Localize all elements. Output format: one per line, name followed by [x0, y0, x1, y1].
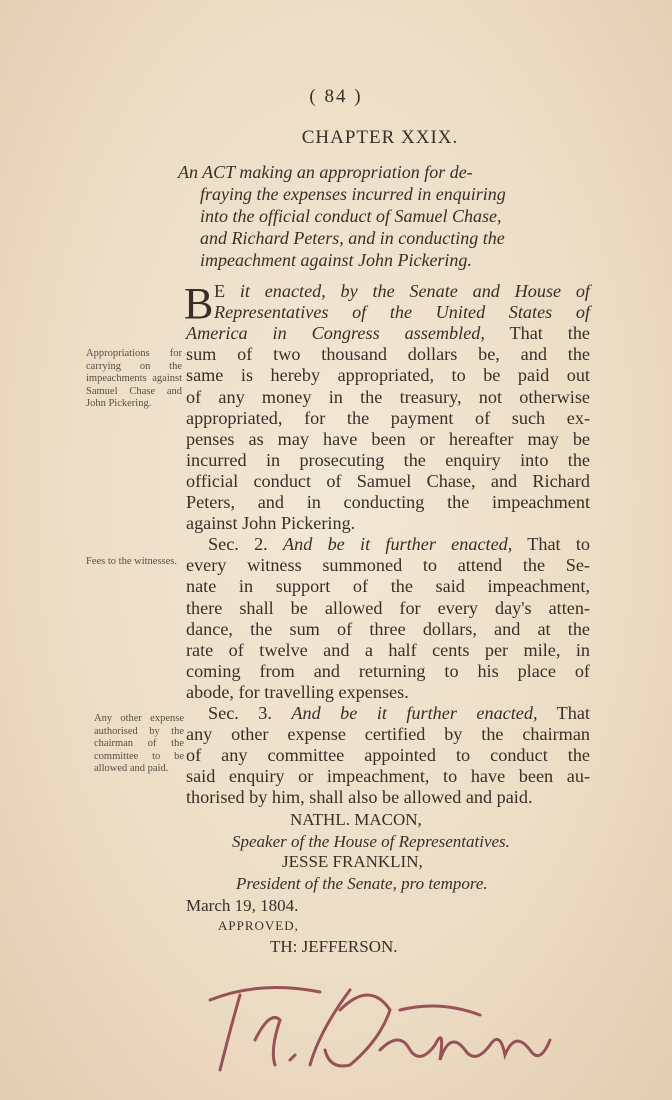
body-line [214, 281, 590, 302]
italic-text: America in Congress assembled, [186, 323, 485, 344]
president-senate-title: President of the Senate, pro tempore. [236, 874, 488, 893]
body-line [186, 682, 590, 703]
handwritten-signature [200, 970, 570, 1080]
text: against John Pickering. [186, 513, 356, 534]
text: thorised by him, shall also be allowed and paid. [186, 787, 533, 808]
president-senate-name: JESSE FRANKLIN, [282, 852, 423, 871]
text: Sec. 2. [208, 534, 283, 555]
text: That to [512, 534, 590, 555]
body-line [186, 766, 590, 787]
speaker-name: NATHL. MACON, [290, 810, 422, 829]
body-line [186, 745, 590, 766]
text: official conduct of Samuel Chase, and Richard [186, 470, 590, 491]
text: of any money in the treasury, not otherwise [186, 386, 590, 407]
body-line [208, 534, 590, 555]
text: every witness summoned to attend the Se- [186, 555, 590, 576]
text: Peters, and in conducting the impeachment [186, 492, 590, 512]
body-line [186, 640, 590, 661]
text: there shall be allowed for every day's atten- [186, 597, 590, 618]
text: said enquiry or impeachment, to have been au- [186, 766, 590, 787]
body-line [186, 408, 590, 429]
body-line [186, 387, 590, 408]
text: E [214, 281, 240, 301]
body-line [186, 619, 590, 640]
text: penses as may have been or hereafter may be [186, 428, 590, 449]
text: incurred in prosecuting the enquiry into the [186, 449, 590, 470]
text: That [537, 703, 590, 723]
text: of any committee appointed to conduct the [186, 745, 590, 766]
page-number: ( 84 ) [309, 86, 363, 107]
margin-note-other-expense: Any other expense authorised by the chairman of the committee to be allowed and paid. [94, 713, 184, 774]
margin-note-fees: Fees to the witnesses. [86, 556, 177, 567]
text: sum of two thousand dollars be, and the [186, 344, 590, 365]
body-line [186, 598, 590, 619]
text: rate of twelve and a half cents per mile, in [186, 639, 590, 660]
italic-text: Representatives of the United States of [214, 302, 590, 323]
italic-text: it enacted, by the Senate and House of [239, 281, 590, 301]
text: nate in support of the said impeachment, [186, 576, 590, 597]
body-line [186, 724, 590, 745]
text: abode, for travelling expenses. [186, 681, 409, 702]
drop-cap: B [184, 279, 214, 328]
approved-label: APPROVED, [218, 918, 299, 933]
approval-date: March 19, 1804. [186, 896, 299, 915]
text: same is hereby appropriated, to be paid out [186, 365, 590, 386]
body-line [208, 703, 590, 724]
body-line [186, 450, 590, 471]
text: Sec. 3. [208, 703, 292, 723]
president-name: TH: JEFFERSON. [270, 937, 398, 956]
body-line [186, 323, 590, 344]
body-line [186, 555, 590, 576]
body-line [186, 661, 590, 682]
italic-text: And be it further enacted, [283, 534, 513, 555]
chapter-heading: CHAPTER XXIX. [301, 127, 459, 148]
body-line [186, 344, 590, 365]
title-line: and Richard Peters, and in conducting the [200, 228, 505, 248]
title-line: impeachment against John Pickering. [200, 250, 472, 270]
body-line [186, 429, 590, 450]
title-line: fraying the expenses incurred in enquiring [200, 184, 506, 204]
text: dance, the sum of three dollars, and at the [186, 618, 590, 639]
body-line [186, 513, 590, 534]
body-line [186, 492, 590, 513]
text: appropriated, for the payment of such ex- [186, 407, 590, 428]
body-line [186, 576, 590, 597]
title-line: An ACT making an appropriation for de- [178, 162, 473, 182]
body-line [214, 302, 590, 323]
text: That the [484, 323, 590, 344]
italic-text: And be it further enacted, [291, 703, 538, 723]
text: any other expense certified by the chairman [186, 724, 590, 745]
margin-note-appropriations: Appropriations for carrying on the impeachments against Samuel Chase and John Pickering. [86, 348, 182, 409]
body-line [186, 365, 590, 386]
text: coming from and returning to his place of [186, 660, 590, 681]
title-line: into the official conduct of Samuel Chase, [200, 206, 502, 226]
body-line [186, 471, 590, 492]
speaker-title: Speaker of the House of Representatives. [232, 832, 510, 851]
body-line [186, 787, 590, 808]
